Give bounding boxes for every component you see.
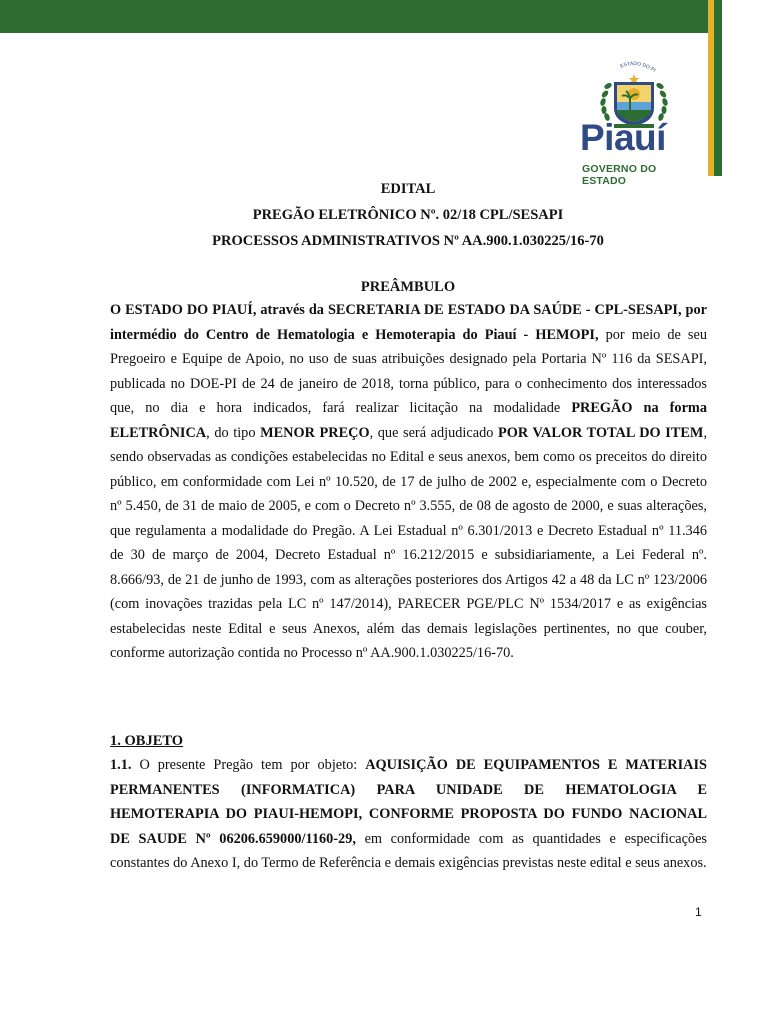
- pregao-title: PREGÃO ELETRÔNICO Nº. 02/18 CPL/SESAPI: [252, 207, 564, 223]
- logo-subtitle: GOVERNO DO ESTADO: [582, 163, 657, 187]
- objeto-bold-b: AQUISIÇÃO DE EQUIPAMENTOS E MATERIAIS PERMANENTES (INFORMATICA) PARA UNIDADE DE HEMATOLOGIA E HEMOTERAPIA DO PIAUI-HEMOPI, CONFORME PROPOSTA DO FUNDO NACIONAL DE SAUDE Nº 06206.659000/1160-29,: [110, 757, 707, 847]
- header-green-bar: [0, 0, 720, 33]
- objeto-section-title: 1. OBJETO: [110, 733, 184, 749]
- preambulo-title: PREÂMBULO: [360, 279, 456, 295]
- preambulo-text-c: , do tipo: [206, 424, 261, 441]
- piaui-coat-of-arms-icon: [578, 52, 690, 180]
- objeto-text-a: O presente Pregão tem por objeto:: [131, 757, 366, 773]
- edital-title: EDITAL: [380, 181, 436, 197]
- objeto-item-number: 1.1.: [110, 757, 132, 773]
- preambulo-paragraph: [110, 298, 707, 666]
- svg-text:ESTADO DO PIAUÍ: [578, 52, 657, 74]
- preambulo-text-g: , sendo observadas as condições estabelecidas no Edital e seus anexos, bem como os preceitos do direito público, em conformidade com Lei nº 10.520, de 17 de julho de 2002 e, especialmente com o Decreto nº 5.450, de 31 de maio de 2005, e com o Decreto nº 3.555, de 08 de agosto de 2000, e suas alterações, que regulamenta a modalidade do Pregão. A Lei Estadual nº 6.301/2013 e Decreto Estadual nº 11.346 de 30 de março de 2004, Decreto Estadual nº 16.212/2015 e subsidiariamente, a Lei Federal nº. 8.666/93, de 21 de junho de 1993, com as alterações posteriores dos Artigos 42 a 48 da LC nº 123/2006 (com inovações trazidas pela LC nº 147/2014), PARECER PGE/PLC Nº 1534/2017 e as exigências estabelecidas neste Edital e seus Anexos, além das demais legislações pertinentes, no que couber, conforme autorização contida no Processo nº AA.900.1.030225/16-70.: [110, 424, 708, 661]
- document-header: [0, 176, 770, 254]
- objeto-paragraph: [110, 753, 707, 876]
- preambulo-bold-b: PREGÃO na forma ELETRÔNICA: [110, 400, 707, 441]
- processos-title: PROCESSOS ADMINISTRATIVOS Nº AA.900.1.030225/16-70: [212, 233, 604, 249]
- preambulo-bold-intro: O ESTADO DO PIAUÍ, através da SECRETARIA DE ESTADO DA SAÚDE - CPL-SESAPI, por intermédio do Centro de Hematologia e Hemoterapia do Piauí - HEMOPI,: [110, 302, 707, 343]
- preambulo-text-e: , que será adjudicado: [369, 424, 498, 441]
- page-number: 1: [695, 905, 702, 919]
- preambulo-text-a: por meio de seu Pregoeiro e Equipe de Apoio, no uso de suas atribuições designado pela Portaria Nº 116 da SESAPI, publicada no DOE-PI de 24 de janeiro de 2018, torna público, para o conhecimento dos interessados que, no dia e hora indicados, fará realizar licitação na modalidade: [110, 326, 707, 416]
- preambulo-bold-d: MENOR PREÇO: [260, 424, 370, 441]
- objeto-text-c: em conformidade com as quantidades e especificações constantes do Anexo I, do Termo de Referência e demais exigências previstas neste edital e seus anexos.: [110, 830, 707, 871]
- preambulo-bold-f: POR VALOR TOTAL DO ITEM: [498, 424, 704, 441]
- logo-ribbon-text: ESTADO DO PI: [619, 60, 657, 74]
- logo-wordmark: Piauí: [580, 117, 666, 158]
- header-side-stripe: [714, 0, 722, 176]
